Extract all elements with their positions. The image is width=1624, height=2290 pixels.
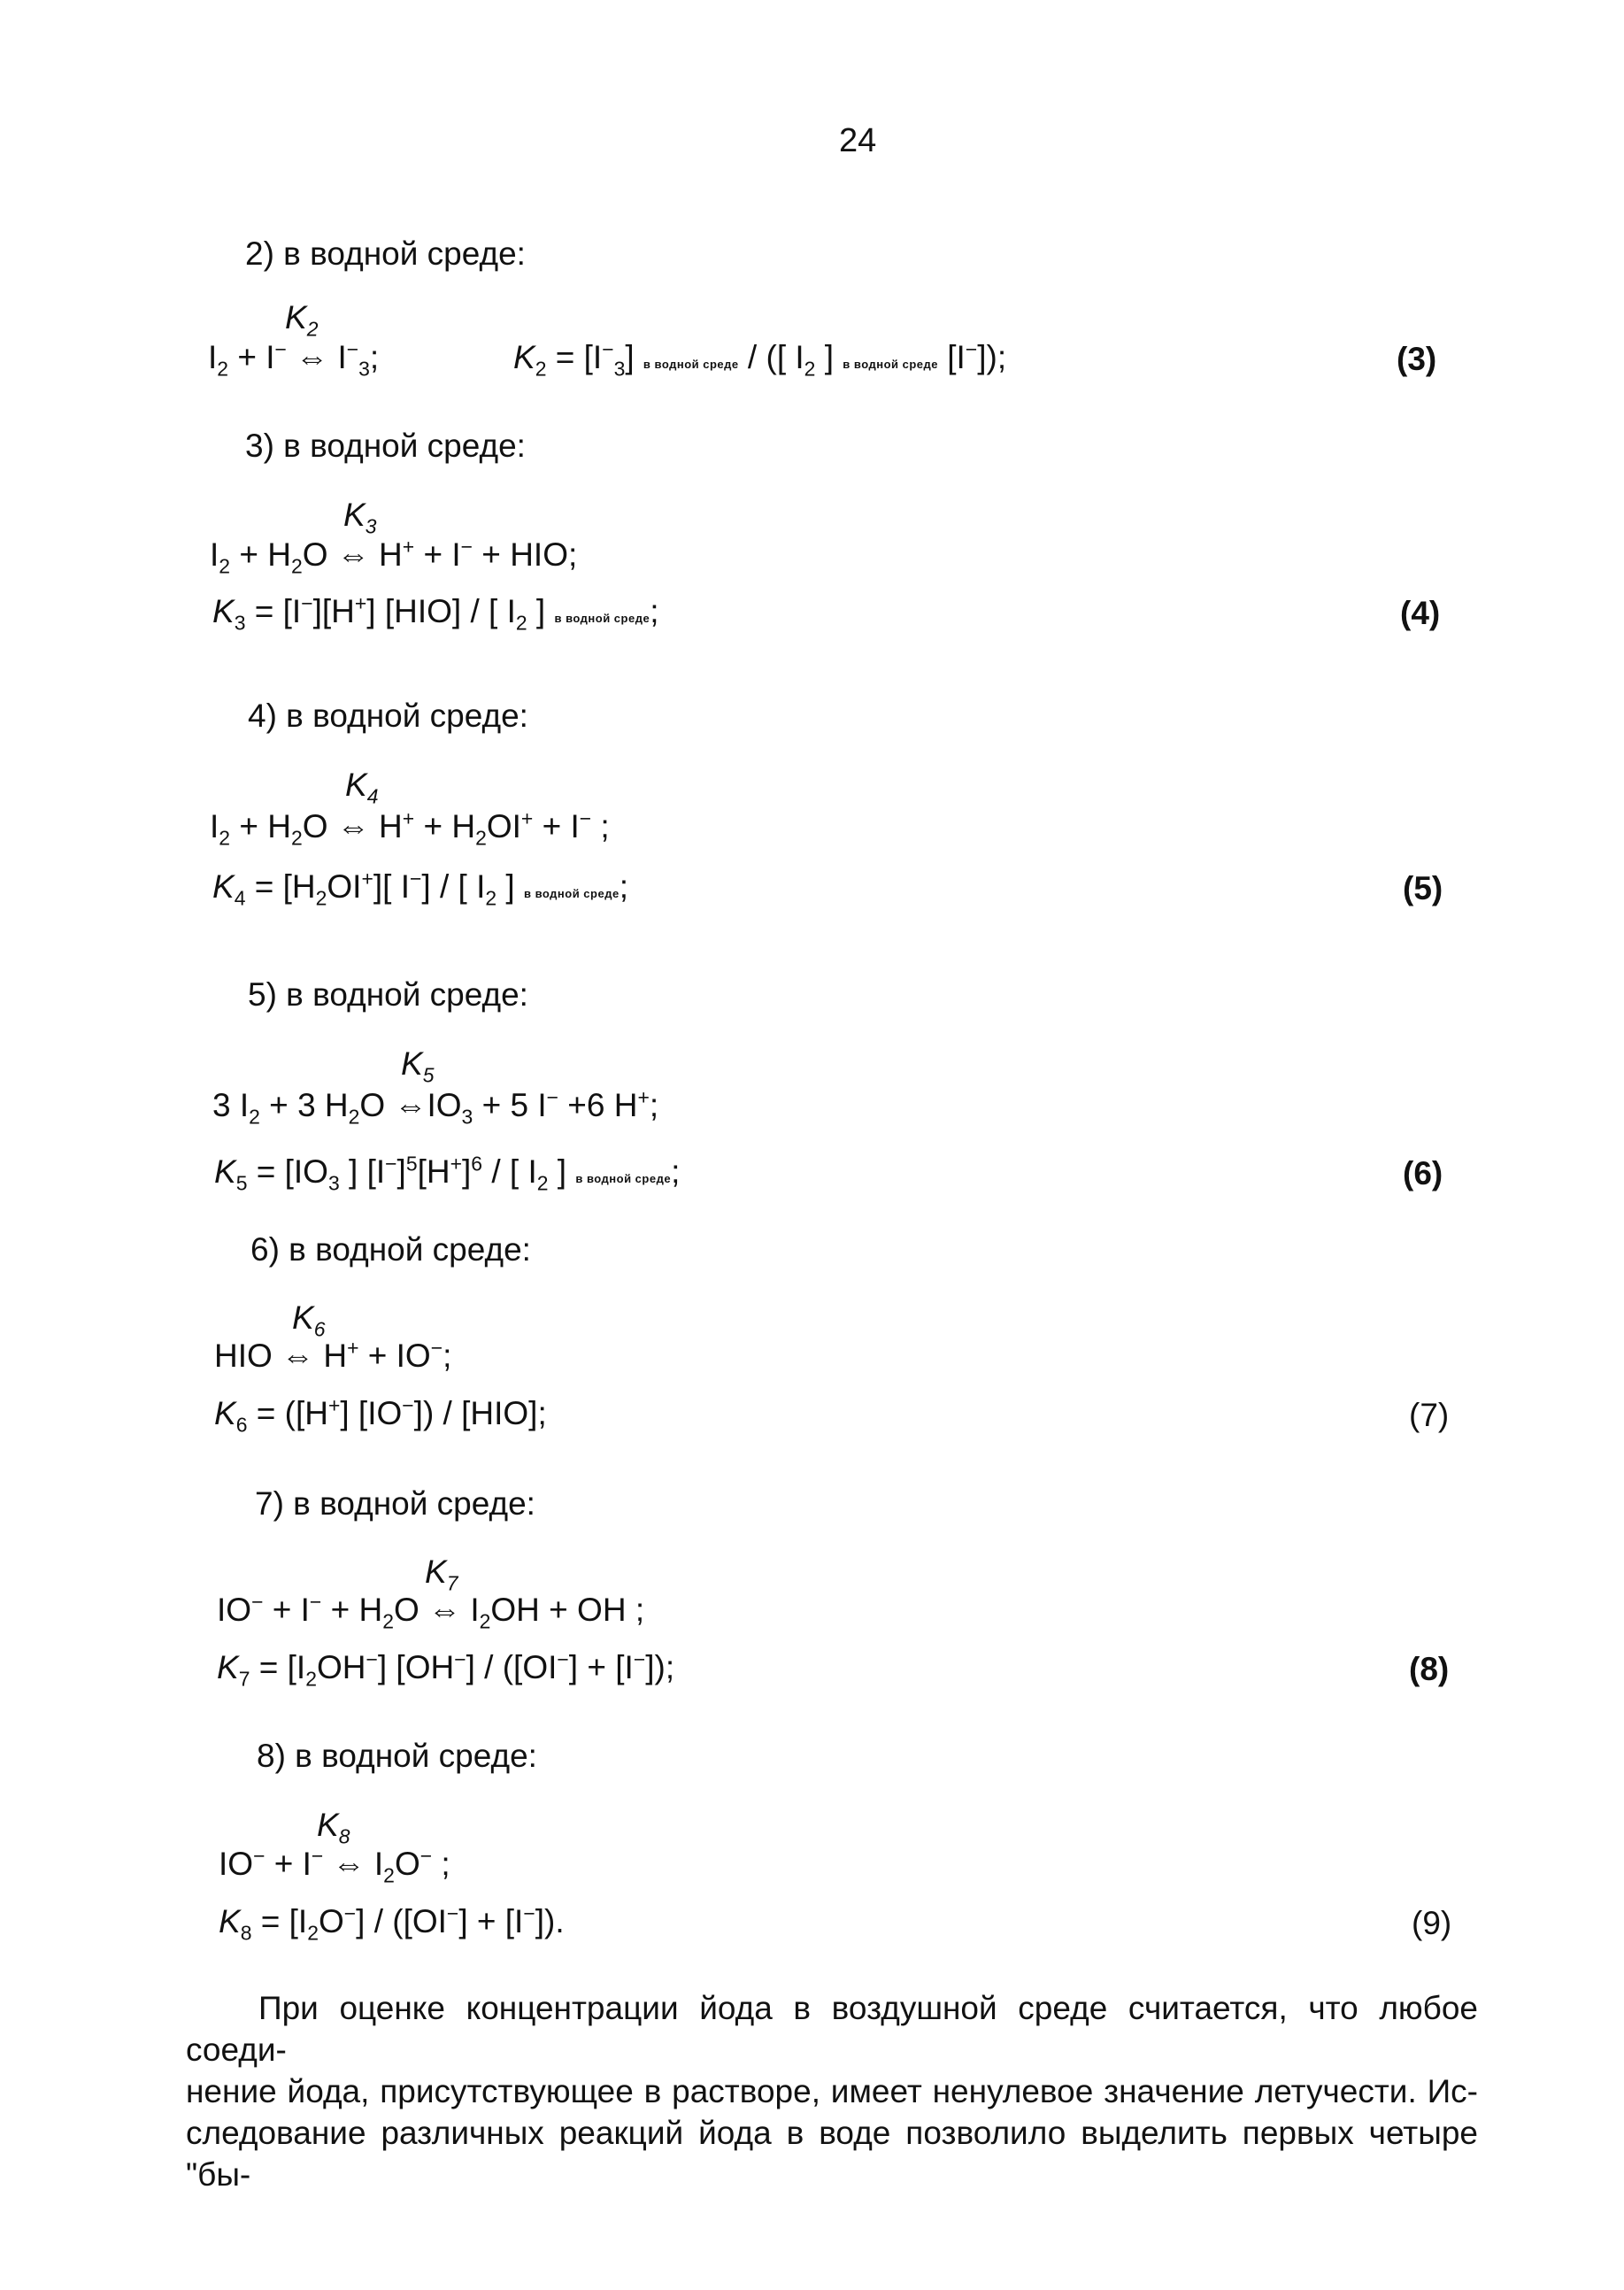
equilibrium-expression: $K_2 = [I^-_3]$ в водной среде / ([ $I_2$ ] в водной среде [I−]); (513, 337, 1007, 381)
rate-constant-label: $K_7$ (425, 1554, 458, 1595)
reaction-formula: IO− + I− ⇔ $I_2O^-$ ; (219, 1844, 450, 1887)
equilibrium-expression: $K_8 = [I_2O^-] / ([OI^-] + [I^-])$. (219, 1901, 565, 1945)
section-heading-4: 4) в водной среде: (248, 698, 528, 734)
section-heading-6: 6) в водной среде: (250, 1231, 531, 1268)
equation-number: (7) (1409, 1397, 1450, 1433)
equation-number: (3) (1397, 341, 1437, 377)
rate-constant-label: $K_2$ (285, 299, 319, 341)
reaction-formula: $I_2 + H_2O$ ⇔ H+ + I− + HIO; (210, 535, 578, 578)
equation-number: (9) (1412, 1905, 1452, 1941)
equilibrium-expression: $K_5 = [IO_3$ ] $[I^-]^5[H^+]^6$ / [ $I_2$ ] в водной среде; (214, 1152, 681, 1195)
paragraph-line: При оценке концентрации йода в воздушной среде считается, что любое соеди- (186, 1990, 1478, 2068)
equation-number: (6) (1403, 1155, 1443, 1191)
reaction-formula: $I_2 + I^-$ ⇔ $I^-_3$; (208, 337, 380, 381)
equation-number: (5) (1403, 870, 1443, 906)
rate-constant-label: $K_6$ (292, 1299, 326, 1341)
body-paragraph (186, 1987, 1478, 2195)
rate-constant-label: $K_8$ (317, 1807, 350, 1848)
equilibrium-expression: $K_7 = [I_2OH^-]$ [OH−] / ([OI−] + [I−]); (217, 1647, 675, 1691)
equilibrium-expression: $K_3 = [I^-][H^+]$ [HIO] / [ $I_2$ ] в водной среде; (212, 591, 659, 635)
equilibrium-expression: $K_4 = [H_2OI^+]$[ I−] / [ $I_2$ ] в водной среде; (212, 867, 628, 910)
section-heading-2: 2) в водной среде: (245, 235, 526, 272)
reaction-formula: $I_2 + H_2O$ ⇔ $H^+ + H_2OI^+ + I^-$ ; (210, 806, 610, 850)
equilibrium-expression: $K_6 = ([H^+]$ [IO−]) / [HIO]; (214, 1393, 547, 1437)
reaction-formula: 3 $I_2 + 3$ $H_2O$ $\Leftrightarrow IO_3 + 5$ I− +6 H+; (212, 1085, 659, 1129)
section-heading-3: 3) в водной среде: (245, 428, 526, 464)
equation-number: (4) (1400, 595, 1441, 631)
paragraph-line: следование различных реакций йода в воде позволило выделить первых четыре "бы- (186, 2115, 1478, 2193)
reaction-formula: $IO^- + I^- + H_2O$ ⇔ $I_2OH$ + OH ; (217, 1590, 645, 1633)
section-heading-8: 8) в водной среде: (257, 1738, 537, 1774)
rate-constant-label: $K_5$ (401, 1045, 435, 1087)
page-number: 24 (839, 122, 877, 159)
section-heading-7: 7) в водной среде: (255, 1485, 535, 1522)
rate-constant-label: $K_4$ (345, 767, 379, 808)
section-heading-5: 5) в водной среде: (248, 976, 528, 1013)
rate-constant-label: $K_3$ (343, 497, 377, 538)
paragraph-line: нение йода, присутствующее в растворе, имеет ненулевое значение летучести. Ис- (186, 2073, 1478, 2109)
reaction-formula: HIO ⇔ H+ + IO−; (214, 1336, 452, 1374)
equation-number: (8) (1409, 1651, 1450, 1687)
